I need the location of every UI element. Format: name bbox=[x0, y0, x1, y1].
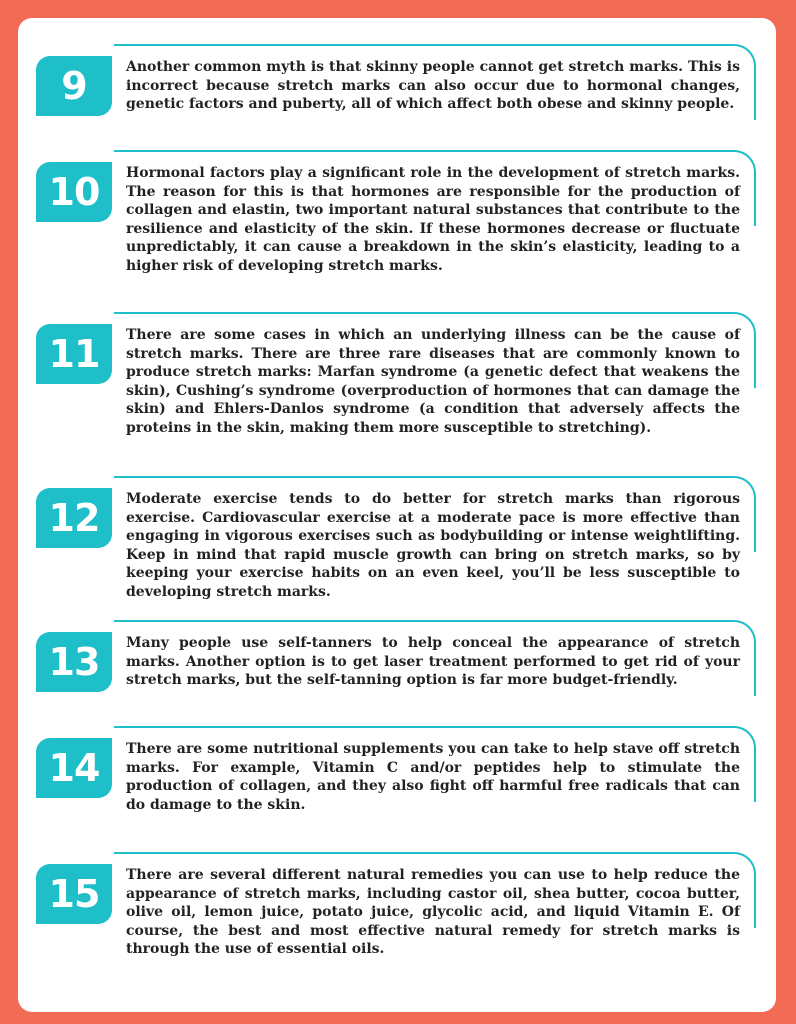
tip-number-badge: 12 bbox=[36, 488, 112, 548]
tip-text: Moderate exercise tends to do better for stretch marks than rigorous exercise. Cardiovascular exercise at a moderate pace is more effective than engaging in vigorous exercises such as bodybuilding or intense weightlifting. Keep in mind that rapid muscle growth can bring on stretch marks, so by keeping your exercise habits on an even keel, you’ll be less susceptible to developing stretch marks. bbox=[126, 491, 740, 600]
tip-text: Hormonal factors play a significant role in the development of stretch marks. The reason for this is that hormones are responsible for the production of collagen and elastin, two important natural substances that contribute to the resilience and elasticity of the skin. If these hormones decrease or fluctuate unpredictably, it can cause a breakdown in the skin’s elasticity, leading to a higher risk of developing stretch marks. bbox=[126, 165, 740, 274]
tip-text: There are some nutritional supplements you can take to help stave off stretch marks. For example, Vitamin C and/or peptides help to stimulate the production of collagen, and they also fight off harmful free radicals that can do damage to the skin. bbox=[126, 741, 740, 813]
tip-number-badge: 10 bbox=[36, 162, 112, 222]
tip-number-badge: 14 bbox=[36, 738, 112, 798]
tip-text: There are several different natural remedies you can use to help reduce the appearance of stretch marks, including castor oil, shea butter, cocoa butter, olive oil, lemon juice, potato juice, glycolic acid, and liquid Vitamin E. Of course, the best and most effective natural remedy for stretch marks is through the use of essential oils. bbox=[126, 867, 740, 958]
tip-number-badge: 15 bbox=[36, 864, 112, 924]
content-card bbox=[18, 18, 776, 1012]
tip-number-badge: 11 bbox=[36, 324, 112, 384]
tip-number-badge: 13 bbox=[36, 632, 112, 692]
tip-text: There are some cases in which an underlying illness can be the cause of stretch marks. There are three rare diseases that are commonly known to produce stretch marks: Marfan syndrome (a genetic defect that weakens the skin), Cushing’s syndrome (overproduction of hormones that can damage the skin) and Ehlers-Danlos syndrome (a condition that adversely affects the proteins in the skin, making them more susceptible to stretching). bbox=[126, 327, 740, 436]
tip-text: Many people use self-tanners to help conceal the appearance of stretch marks. Another option is to get laser treatment performed to get rid of your stretch marks, but the self-tanning option is far more budget-friendly. bbox=[126, 635, 740, 689]
tip-text: Another common myth is that skinny people cannot get stretch marks. This is incorrect because stretch marks can also occur due to hormonal changes, genetic factors and puberty, all of which affect both obese and skinny people. bbox=[126, 59, 740, 113]
tip-number-badge: 9 bbox=[36, 56, 112, 116]
